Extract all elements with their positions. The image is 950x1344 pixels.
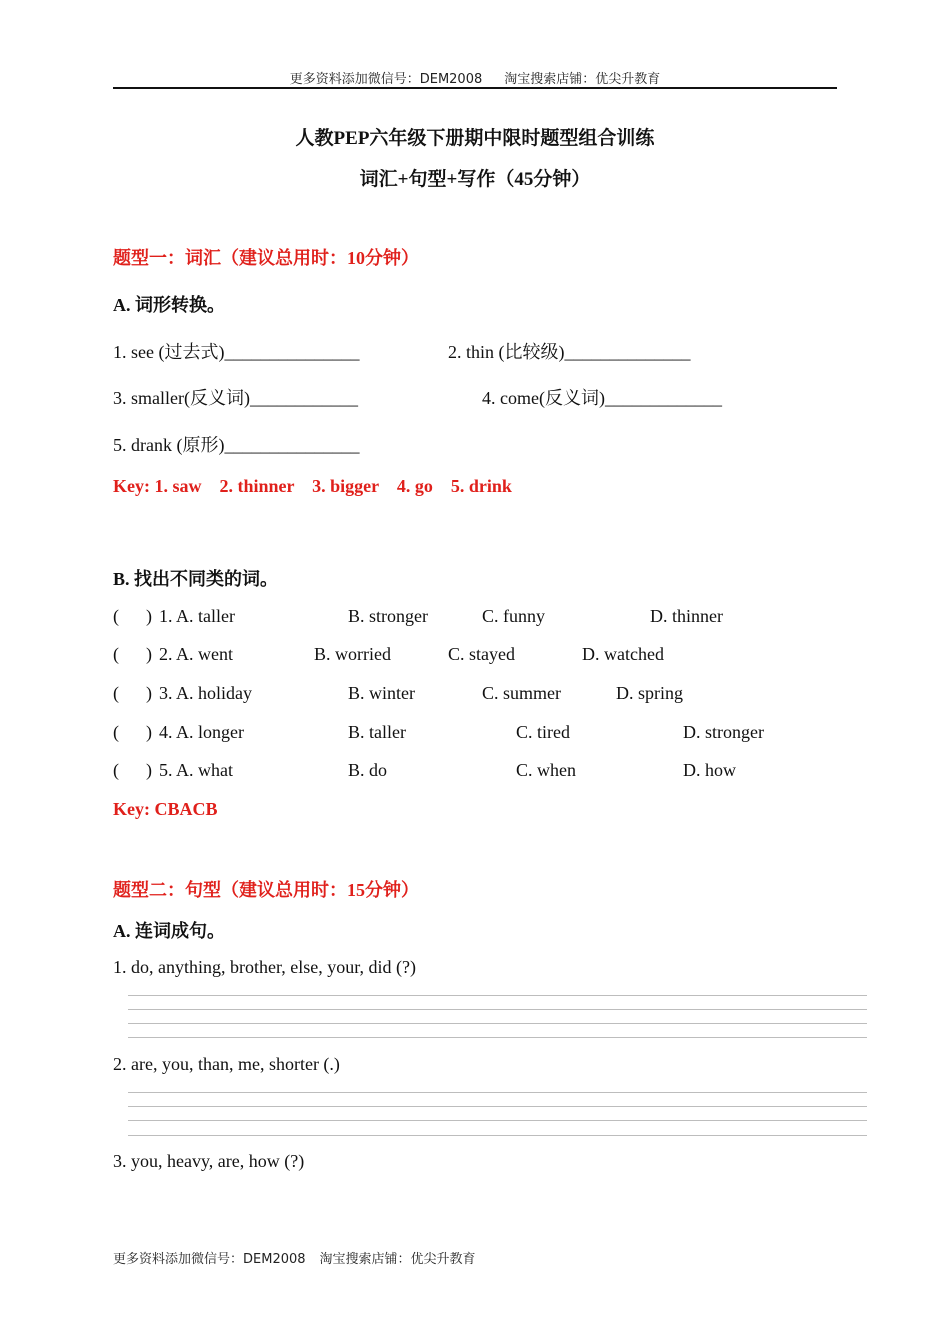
section1-partA-heading: A. 词形转换。 bbox=[113, 295, 225, 315]
option-b: B. worried bbox=[314, 644, 391, 664]
word-form-item-3: 3. smaller(反义词)____________ bbox=[113, 388, 358, 408]
page-title: 人教PEP六年级下册期中限时题型组合训练 bbox=[295, 128, 655, 149]
partA-answer-key: Key: 1. saw 2. thinner 3. bigger 4. go 5. drink bbox=[113, 476, 512, 496]
writing-line bbox=[128, 1037, 867, 1038]
answer-bracket: ( ) bbox=[113, 683, 152, 703]
section2-heading: 题型二：句型（建议总用时：15分钟） bbox=[113, 880, 419, 900]
sentence-item-2: 2. are, you, than, me, shorter (.) bbox=[113, 1054, 340, 1074]
option-c: C. when bbox=[516, 760, 576, 780]
word-form-item-5: 5. drank (原形)_______________ bbox=[113, 435, 360, 455]
option-a: 1. A. taller bbox=[159, 606, 235, 626]
option-d: D. thinner bbox=[650, 606, 723, 626]
writing-line bbox=[128, 1106, 867, 1107]
option-a: 5. A. what bbox=[159, 760, 233, 780]
page-header bbox=[0, 68, 950, 87]
page-footer bbox=[113, 1248, 476, 1267]
option-d: D. how bbox=[683, 760, 736, 780]
option-c: C. summer bbox=[482, 683, 561, 703]
option-a: 2. A. went bbox=[159, 644, 233, 664]
footer-wechat: 更多资料添加微信号：DEM2008 bbox=[113, 1252, 306, 1267]
footer-shop: 淘宝搜索店铺：优尖升教育 bbox=[319, 1252, 476, 1267]
header-shop: 淘宝搜索店铺：优尖升教育 bbox=[504, 72, 661, 87]
word-form-item-2: 2. thin (比较级)______________ bbox=[448, 342, 691, 362]
section2-partA-heading: A. 连词成句。 bbox=[113, 921, 225, 941]
answer-bracket: ( ) bbox=[113, 722, 152, 742]
option-c: C. tired bbox=[516, 722, 570, 742]
answer-bracket: ( ) bbox=[113, 644, 152, 664]
option-b: B. do bbox=[348, 760, 388, 780]
writing-line bbox=[128, 1120, 867, 1121]
sentence-item-1: 1. do, anything, brother, else, your, did (?) bbox=[113, 957, 416, 977]
writing-line bbox=[128, 995, 867, 996]
option-c: C. funny bbox=[482, 606, 545, 626]
option-d: D. spring bbox=[616, 683, 683, 703]
word-form-item-1: 1. see (过去式)_______________ bbox=[113, 342, 360, 362]
writing-line bbox=[128, 1092, 867, 1093]
option-b: B. stronger bbox=[348, 606, 428, 626]
header-divider bbox=[113, 87, 837, 89]
sentence-item-3: 3. you, heavy, are, how (?) bbox=[113, 1151, 305, 1171]
answer-bracket: ( ) bbox=[113, 760, 152, 780]
writing-line bbox=[128, 1135, 867, 1136]
option-a: 3. A. holiday bbox=[159, 683, 252, 703]
partB-answer-key: Key: CBACB bbox=[113, 799, 218, 819]
header-wechat: 更多资料添加微信号：DEM2008 bbox=[289, 72, 483, 87]
section1-heading: 题型一：词汇（建议总用时：10分钟） bbox=[113, 248, 419, 268]
word-form-item-4: 4. come(反义词)_____________ bbox=[482, 388, 722, 408]
option-d: D. watched bbox=[582, 644, 664, 664]
section1-partB-heading: B. 找出不同类的词。 bbox=[113, 569, 279, 589]
page-subtitle: 词汇+句型+写作（45分钟） bbox=[359, 169, 591, 190]
answer-bracket: ( ) bbox=[113, 606, 152, 626]
writing-line bbox=[128, 1023, 867, 1024]
writing-line bbox=[128, 1009, 867, 1010]
option-a: 4. A. longer bbox=[159, 722, 244, 742]
option-b: B. taller bbox=[348, 722, 406, 742]
option-b: B. winter bbox=[348, 683, 415, 703]
option-c: C. stayed bbox=[448, 644, 515, 664]
option-d: D. stronger bbox=[683, 722, 764, 742]
